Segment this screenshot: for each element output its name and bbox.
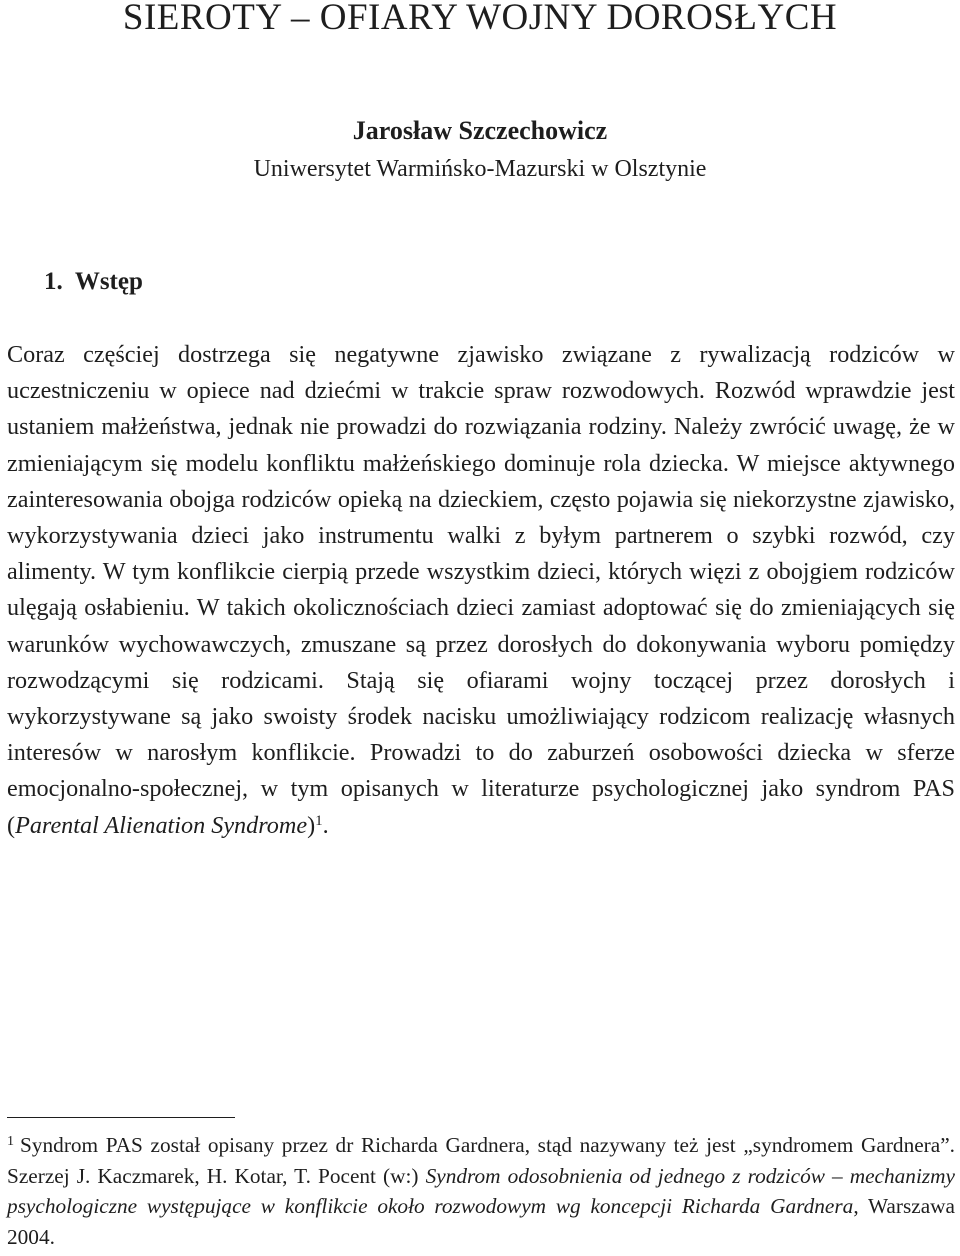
footnote-text-end: , Warszawa 2004. (7, 1194, 956, 1249)
section-title: Wstęp (74, 268, 143, 295)
footnote-italic-title: Syndrom odosobnienia od jednego z rodziców – mechanizmy psychologiczne występujące w konflikcie około rozwodowym wg koncepcji Richarda Gardnera (7, 1163, 955, 1219)
page-title: SIEROTY – OFIARY WOJNY DOROSŁYCH (122, 0, 838, 38)
footnote-number: 1 (7, 1132, 15, 1149)
paragraph-italic-term: Parental Alienation Syndrome (15, 811, 308, 839)
paragraph-text: Coraz częściej dostrzega się negatywne zjawisko związane z rywalizacją rodziców w uczestniczeniu w opiece nad dziećmi w trakcie spraw rozwodowych. Rozwód wprawdzie jest ustaniem małżeństwa, jednak nie prowadzi do rozwiązania rodziny. Należy zwrócić uwagę, że w zmieniającym się modelu konfliktu małżeńskiego dominuje rola dziecka. W miejsce aktywnego zainteresowania obojga rodziców opieką na dzieckiem, często pojawia się niekorzystne zjawisko, wykorzystywania dzieci jako instrumentu walki z byłym partnerem o szybki rozwód, czy alimenty. W tym konflikcie cierpią przede wszystkim dzieci, których więzi z obojgiem rodziców ulęgają osłabieniu. W takich okolicznościach dzieci zamiast adoptować się do zmieniających się warunków wychowawczych, zmuszane są przez dorosłych do dokonywania wyboru pomiędzy rozwodzącymi się rodzicami. Stają się ofiarami wojny toczącej przez dorosłych i wykorzystywane są jako swoisty środek nacisku umożliwiający rodzicom realizację własnych interesów w narosłym konflikcie. Prowadzi to do zaburzeń osobowości dziecka w sferze emocjonalno-społecznej, w tym opisanych w literaturze psychologicznej jako syndrom PAS ( (7, 341, 955, 839)
section-number: 1. (44, 268, 63, 295)
footnote-reference[interactable]: 1 (315, 812, 323, 829)
paragraph-close-paren: ) (307, 811, 316, 839)
section-heading (44, 264, 143, 300)
author-name: Jarosław Szczechowicz (352, 116, 608, 145)
footnote-text: Syndrom PAS został opisany przez dr Richarda Gardnera, stąd nazywany też jest „syndromem Gardnera”. Szerzej J. Kaczmarek, H. Kotar, T. Pocent (w:) (7, 1133, 955, 1188)
footnote (7, 1130, 955, 1252)
body-paragraph (7, 337, 955, 844)
footnote-divider (7, 1117, 235, 1118)
paragraph-end: . (322, 811, 329, 839)
author-affiliation: Uniwersytet Warmińsko-Mazurski w Olsztynie (253, 156, 707, 182)
